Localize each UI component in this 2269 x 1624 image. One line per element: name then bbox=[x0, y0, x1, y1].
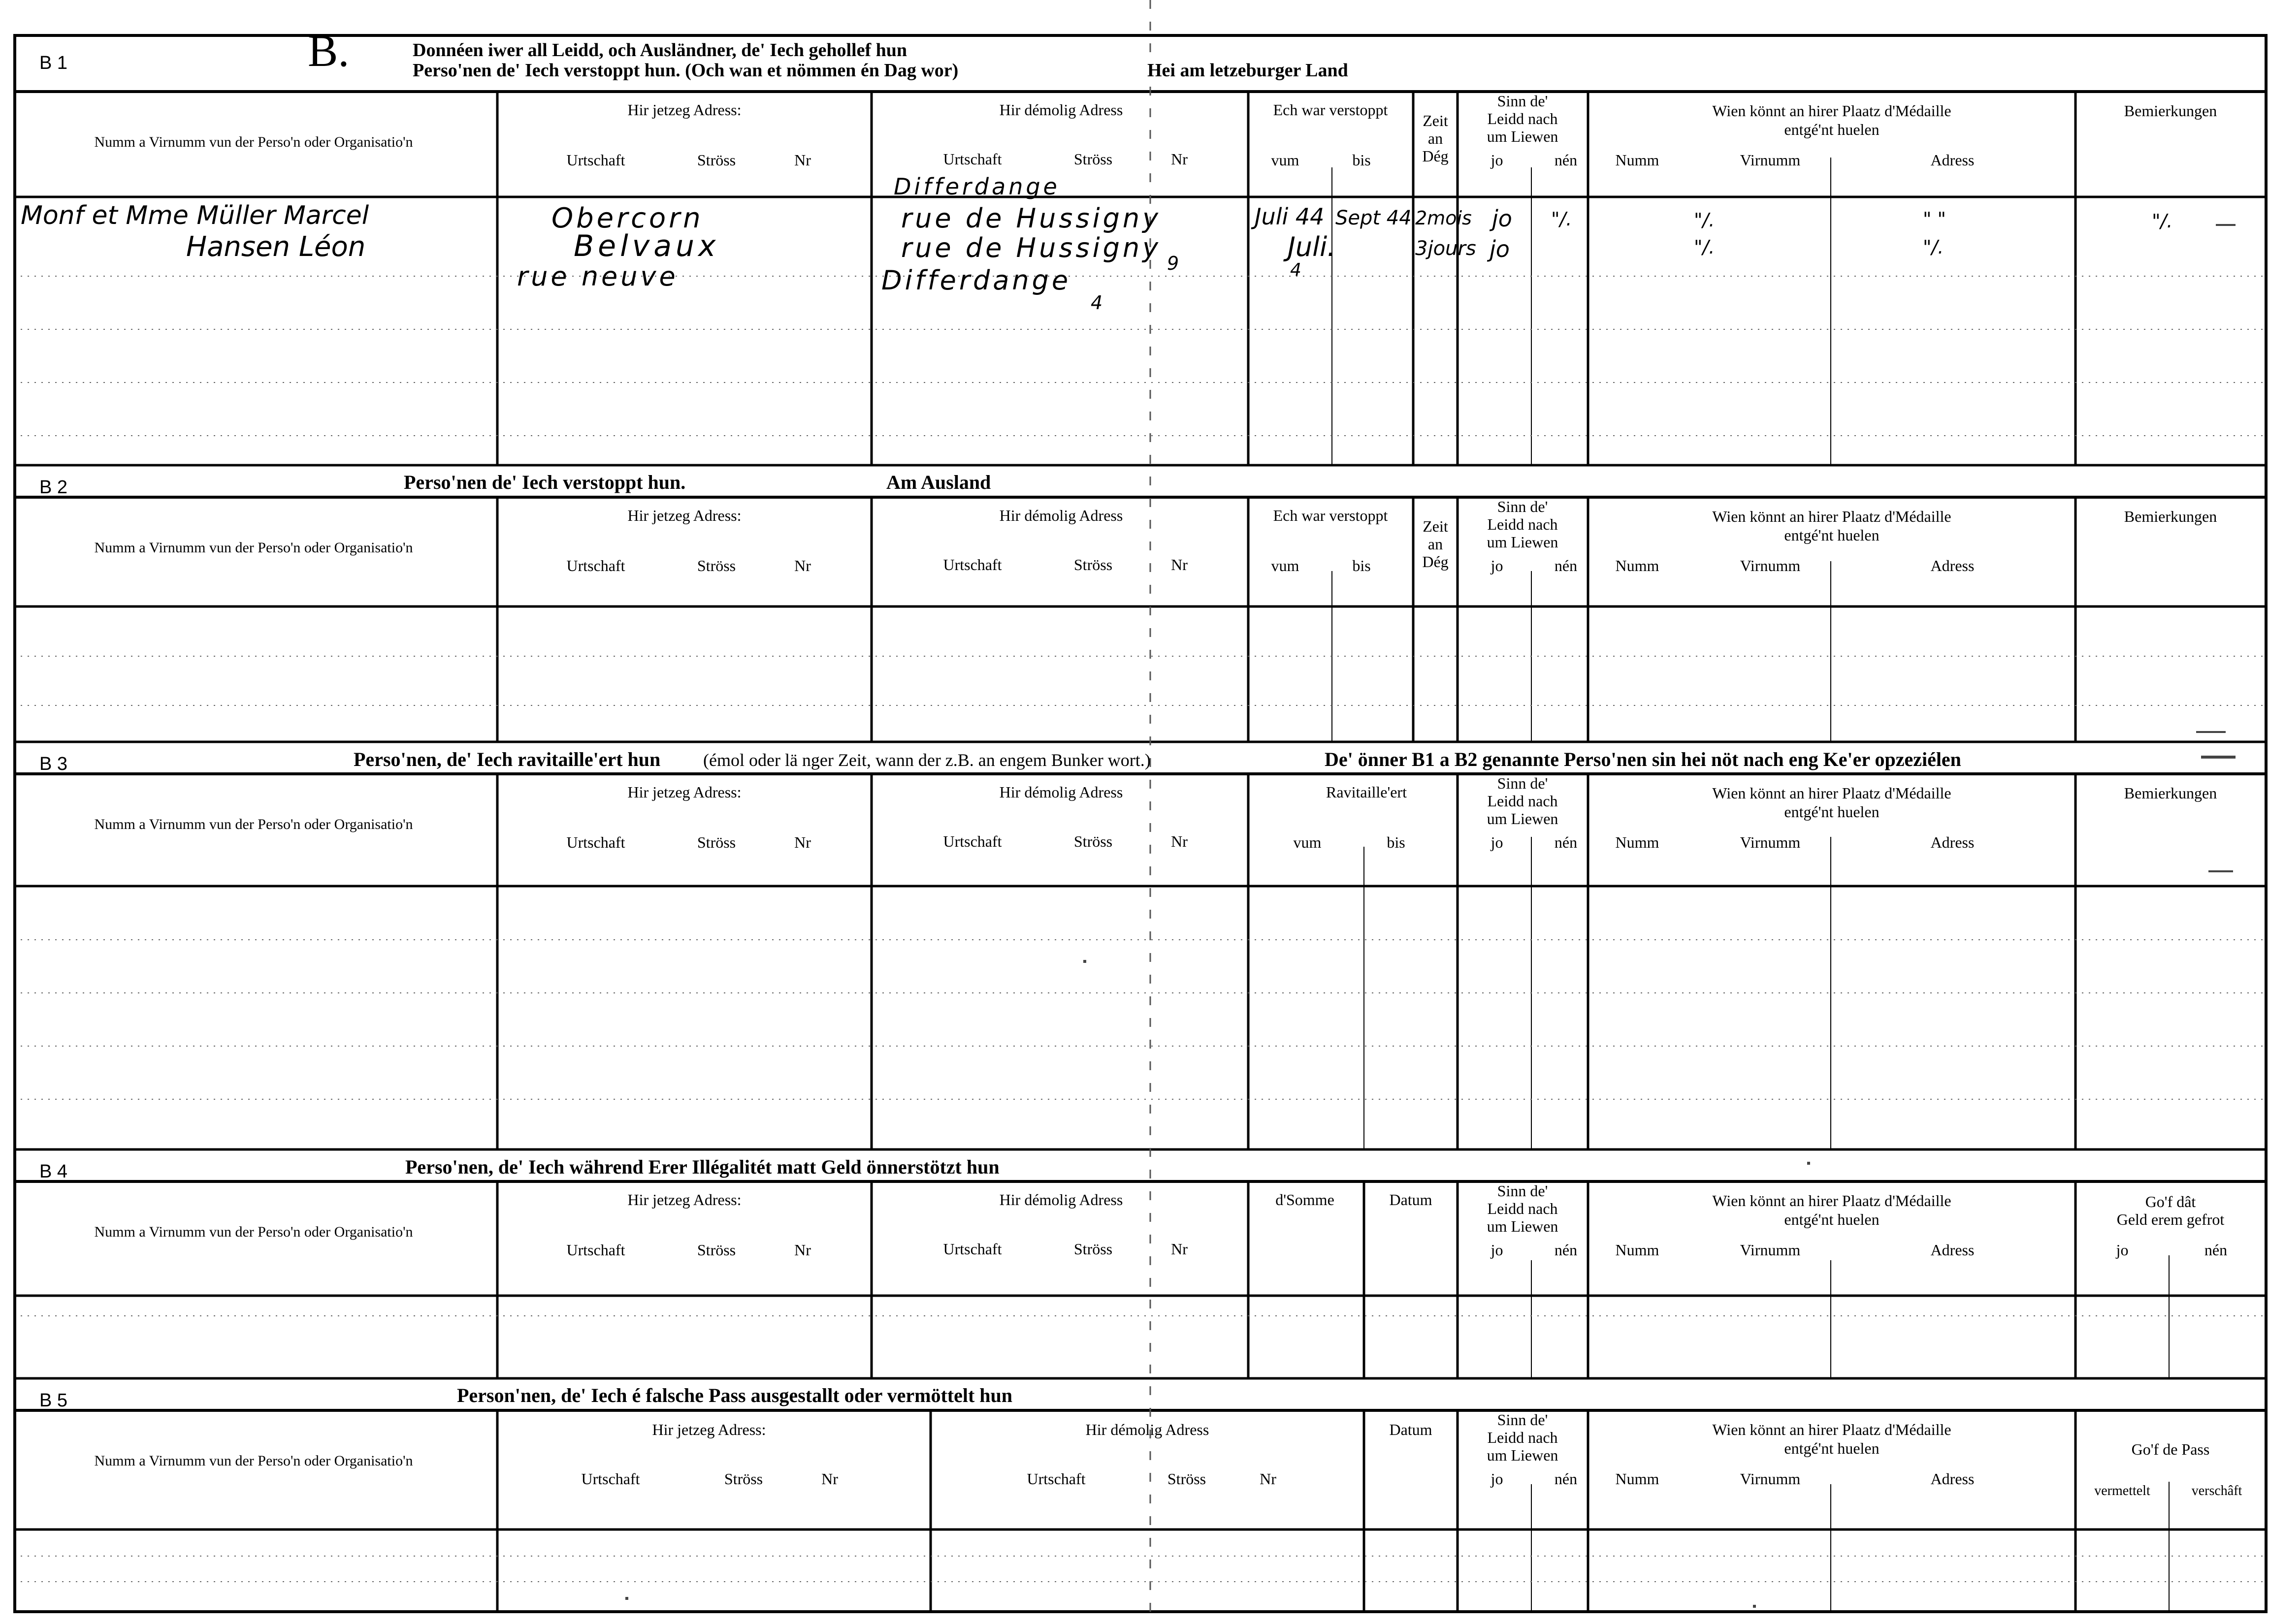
col-label-urtschaft: Urtschaft bbox=[566, 557, 625, 574]
col-label-zeit3: Dég bbox=[1422, 553, 1449, 571]
col-label-datum: Datum bbox=[1389, 1191, 1432, 1209]
col-label-vum: vum bbox=[1293, 833, 1322, 851]
col-label-nen: nén bbox=[2204, 1241, 2228, 1259]
col-label-urtschaft: Urtschaft bbox=[566, 833, 625, 851]
col-label-sinn1: Sinn de' bbox=[1497, 498, 1548, 515]
entry-remarks-ditto-row1: "/. bbox=[2152, 210, 2173, 232]
col-label-nr: Nr bbox=[794, 833, 811, 851]
col-label-sinn3: um Liewen bbox=[1487, 810, 1558, 828]
col-label-urtschaft: Urtschaft bbox=[566, 1241, 625, 1259]
col-label-stross: Ströss bbox=[1073, 832, 1113, 850]
entry-days-row2: 3jours bbox=[1415, 237, 1476, 260]
col-label-adress: Adress bbox=[1930, 151, 1975, 169]
col-label-name-col: Numm a Virnumm vun der Perso'n oder Organisatio'n bbox=[94, 816, 413, 832]
entry-medal-name-ditto-row2: "/. bbox=[1694, 236, 1715, 258]
col-label-numm: Numm bbox=[1615, 151, 1659, 169]
entry-medal-address-ditto-row2: "/. bbox=[1923, 236, 1944, 258]
col-label-vum: vum bbox=[1271, 557, 1299, 574]
col-label-nen: nén bbox=[1554, 557, 1578, 574]
col-label-nr: Nr bbox=[1260, 1470, 1276, 1488]
col-label-sinn2: Leidd nach bbox=[1487, 1200, 1558, 1217]
col-label-urtschaft: Urtschaft bbox=[581, 1470, 640, 1488]
col-label-name-col: Numm a Virnumm vun der Perso'n oder Organisatio'n bbox=[94, 1453, 413, 1469]
b2-heading: Perso'nen de' Iech verstoppt hun. bbox=[404, 471, 686, 493]
b5-heading: Person'nen, de' Iech é falsche Pass ausgestallt oder vermöttelt hun bbox=[457, 1384, 1013, 1406]
col-label-nr: Nr bbox=[794, 151, 811, 169]
col-label-virnumm: Virnumm bbox=[1740, 1241, 1801, 1259]
col-label-virnumm: Virnumm bbox=[1740, 1470, 1801, 1488]
col-label-pass: Go'f de Pass bbox=[2131, 1440, 2210, 1458]
col-label-wien2: entgé'nt huelen bbox=[1784, 803, 1880, 821]
col-label-wien1: Wien könnt an hirer Plaatz d'Médaille bbox=[1712, 784, 1951, 802]
section-code-b2: B 2 bbox=[39, 477, 68, 498]
entry-previous-place-row3: Differdange bbox=[881, 265, 1071, 296]
b2-heading-right: Am Ausland bbox=[886, 471, 991, 493]
col-label-urtschaft: Urtschaft bbox=[943, 832, 1002, 850]
b3-heading: Perso'nen, de' Iech ravitaille'ert hun bbox=[354, 748, 661, 770]
entry-current-place-row1: Obercorn bbox=[551, 202, 704, 234]
col-label-jo: jo bbox=[1491, 833, 1503, 851]
col-label-sinn2: Leidd nach bbox=[1487, 792, 1558, 810]
col-label-jo: jo bbox=[2116, 1241, 2129, 1259]
entry-current-street-row3: rue neuve bbox=[517, 261, 679, 292]
col-label-nr: Nr bbox=[1171, 556, 1188, 573]
entry-previous-number-row3: 4 bbox=[1091, 292, 1103, 314]
col-label-verschaft: verschâft bbox=[2191, 1483, 2242, 1498]
col-label-stross: Ströss bbox=[1073, 556, 1113, 573]
col-label-wien2: entgé'nt huelen bbox=[1784, 526, 1880, 544]
col-label-wien1: Wien könnt an hirer Plaatz d'Médaille bbox=[1712, 1421, 1951, 1438]
col-label-sinn1: Sinn de' bbox=[1497, 774, 1548, 792]
entry-medal-name-ditto-row1: "/. bbox=[1694, 209, 1715, 231]
entry-hidden-from-row1: Juli 44 bbox=[1255, 203, 1325, 230]
col-label-sinn1: Sinn de' bbox=[1497, 1182, 1548, 1200]
form-letter: B. bbox=[308, 26, 350, 76]
col-label-numm: Numm bbox=[1615, 557, 1659, 574]
col-label-sinn2: Leidd nach bbox=[1487, 110, 1558, 127]
col-label-jo: jo bbox=[1491, 1241, 1503, 1259]
col-label-wien2: entgé'nt huelen bbox=[1784, 121, 1880, 138]
col-label-numm: Numm bbox=[1615, 1241, 1659, 1259]
col-label-virnumm: Virnumm bbox=[1740, 833, 1801, 851]
col-label-wien1: Wien könnt an hirer Plaatz d'Médaille bbox=[1712, 1192, 1951, 1210]
col-label-sinn3: um Liewen bbox=[1487, 533, 1558, 551]
col-label-adress: Adress bbox=[1930, 833, 1975, 851]
b1-heading-right: Hei am letzeburger Land bbox=[1147, 60, 1348, 81]
col-label-somme: d'Somme bbox=[1275, 1191, 1334, 1209]
entry-name-row1: Monf et Mme Müller Marcel bbox=[21, 201, 369, 230]
col-label-sinn1: Sinn de' bbox=[1497, 1411, 1548, 1429]
col-label-name-col: Numm a Virnumm vun der Perso'n oder Organisatio'n bbox=[94, 134, 413, 150]
entry-alive-yes-row1: jo bbox=[1492, 205, 1512, 232]
col-label-remarks: Bemierkungen bbox=[2124, 102, 2217, 120]
entry-medal-address-ditto-row1: " " bbox=[1923, 208, 1946, 230]
col-label-name-col: Numm a Virnumm vun der Perso'n oder Organisatio'n bbox=[94, 540, 413, 556]
col-label-nr: Nr bbox=[794, 557, 811, 574]
col-label-zeit1: Zeit bbox=[1423, 517, 1448, 535]
col-label-stross: Ströss bbox=[724, 1470, 763, 1488]
col-label-wien1: Wien könnt an hirer Plaatz d'Médaille bbox=[1712, 102, 1951, 120]
col-label-wien2: entgé'nt huelen bbox=[1784, 1210, 1880, 1228]
section-code-b3: B 3 bbox=[39, 754, 68, 774]
col-label-zeit1: Zeit bbox=[1423, 112, 1448, 129]
col-label-adress: Adress bbox=[1930, 1241, 1975, 1259]
col-label-virnumm: Virnumm bbox=[1740, 151, 1801, 169]
col-label-jo: jo bbox=[1491, 151, 1503, 169]
col-label-jo: jo bbox=[1491, 1470, 1503, 1488]
col-label-virnumm: Virnumm bbox=[1740, 557, 1801, 574]
col-label-prev-addr: Hir démolig Adress bbox=[1085, 1421, 1209, 1438]
col-label-zeit2: an bbox=[1427, 129, 1443, 147]
entry-name-row2: Hansen Léon bbox=[186, 231, 366, 263]
col-label-stross: Ströss bbox=[697, 1241, 736, 1259]
col-label-nr: Nr bbox=[794, 1241, 811, 1259]
col-label-vermettelt: vermettelt bbox=[2094, 1483, 2150, 1498]
col-label-stross: Ströss bbox=[1073, 150, 1113, 168]
col-label-stross: Ströss bbox=[697, 833, 736, 851]
section-code-b4: B 4 bbox=[39, 1161, 68, 1182]
col-label-sinn1: Sinn de' bbox=[1497, 92, 1548, 110]
col-label-wien1: Wien könnt an hirer Plaatz d'Médaille bbox=[1712, 508, 1951, 525]
col-label-name-col: Numm a Virnumm vun der Perso'n oder Organisatio'n bbox=[94, 1224, 413, 1240]
col-label-prev-addr: Hir démolig Adress bbox=[999, 783, 1123, 801]
col-label-geld1: Go'f dât bbox=[2145, 1193, 2196, 1210]
col-label-zeit3: Dég bbox=[1422, 147, 1449, 165]
col-label-ravit: Ravitaille'ert bbox=[1326, 783, 1407, 801]
entry-previous-street-row2: rue de Hussigny bbox=[901, 232, 1162, 263]
col-label-datum: Datum bbox=[1389, 1421, 1432, 1438]
col-label-urtschaft: Urtschaft bbox=[943, 150, 1002, 168]
section-code-b5: B 5 bbox=[39, 1390, 68, 1411]
col-label-remarks: Bemierkungen bbox=[2124, 784, 2217, 802]
col-label-sinn2: Leidd nach bbox=[1487, 1429, 1558, 1446]
col-label-vum: vum bbox=[1271, 151, 1299, 169]
col-label-stross: Ströss bbox=[1073, 1240, 1113, 1258]
col-label-curr-addr: Hir jetzeg Adress: bbox=[652, 1421, 766, 1438]
b4-heading: Perso'nen, de' Iech während Erer Illégalitét matt Geld önnerstötzt hun bbox=[405, 1156, 1000, 1178]
col-label-urtschaft: Urtschaft bbox=[943, 1240, 1002, 1258]
entry-days-row1: 2mois bbox=[1415, 207, 1472, 229]
col-label-sinn3: um Liewen bbox=[1487, 127, 1558, 145]
col-label-nr: Nr bbox=[1171, 1240, 1188, 1258]
col-label-geld2: Geld erem gefrot bbox=[2116, 1210, 2225, 1228]
col-label-adress: Adress bbox=[1930, 557, 1975, 574]
col-label-curr-addr: Hir jetzeg Adress: bbox=[627, 783, 742, 801]
section-code-b1: B 1 bbox=[39, 53, 68, 73]
col-label-wien2: entgé'nt huelen bbox=[1784, 1439, 1880, 1457]
col-label-curr-addr: Hir jetzeg Adress: bbox=[627, 101, 742, 119]
b3-heading-note: (émol oder lä nger Zeit, wann der z.B. an engem Bunker wort.) bbox=[703, 750, 1151, 770]
col-label-bis: bis bbox=[1352, 151, 1371, 169]
col-label-urtschaft: Urtschaft bbox=[1027, 1470, 1086, 1488]
col-label-curr-addr: Hir jetzeg Adress: bbox=[627, 1191, 742, 1209]
col-label-numm: Numm bbox=[1615, 833, 1659, 851]
b3-heading-right: De' önner B1 a B2 genannte Perso'nen sin hei nöt nach eng Ke'er opzeziélen bbox=[1325, 748, 1961, 770]
entry-alive-yes-row2: jo bbox=[1490, 236, 1510, 262]
col-label-bis: bis bbox=[1387, 833, 1405, 851]
col-label-nen: nén bbox=[1554, 1470, 1578, 1488]
entry-hidden-from-num-row2: 4 bbox=[1290, 260, 1301, 280]
entry-hidden-to-row1: Sept 44 bbox=[1335, 207, 1412, 229]
entry-previous-place-top: Differdange bbox=[894, 173, 1060, 200]
col-label-hidden: Ech war verstoppt bbox=[1273, 507, 1388, 524]
col-label-prev-addr: Hir démolig Adress bbox=[999, 1191, 1123, 1209]
col-label-sinn3: um Liewen bbox=[1487, 1217, 1558, 1235]
col-label-stross: Ströss bbox=[697, 151, 736, 169]
col-label-sinn2: Leidd nach bbox=[1487, 515, 1558, 533]
col-label-remarks: Bemierkungen bbox=[2124, 508, 2217, 525]
col-label-nen: nén bbox=[1554, 833, 1578, 851]
col-label-numm: Numm bbox=[1615, 1470, 1659, 1488]
entry-previous-street-row1: rue de Hussigny bbox=[901, 203, 1162, 234]
entry-current-place-row2: Belvaux bbox=[574, 229, 720, 263]
entry-previous-number-row2: 9 bbox=[1167, 253, 1179, 274]
col-label-zeit2: an bbox=[1427, 535, 1443, 553]
col-label-adress: Adress bbox=[1930, 1470, 1975, 1488]
entry-alive-no-ditto: "/. bbox=[1551, 208, 1572, 230]
col-label-jo: jo bbox=[1491, 557, 1503, 574]
col-label-nr: Nr bbox=[821, 1470, 838, 1488]
b1-heading-line2: Perso'nen de' Iech verstoppt hun. (Och wan et nömmen én Dag wor) bbox=[413, 60, 959, 81]
col-label-nr: Nr bbox=[1171, 150, 1188, 168]
col-label-prev-addr: Hir démolig Adress bbox=[999, 507, 1123, 524]
col-label-hidden: Ech war verstoppt bbox=[1273, 101, 1388, 119]
col-label-nen: nén bbox=[1554, 151, 1578, 169]
col-label-nen: nén bbox=[1554, 1241, 1578, 1259]
col-label-stross: Ströss bbox=[697, 557, 736, 574]
entry-hidden-from-row2: Juli. bbox=[1288, 231, 1336, 262]
col-label-curr-addr: Hir jetzeg Adress: bbox=[627, 507, 742, 524]
col-label-nr: Nr bbox=[1171, 832, 1188, 850]
col-label-stross: Ströss bbox=[1167, 1470, 1206, 1488]
col-label-urtschaft: Urtschaft bbox=[943, 556, 1002, 573]
col-label-prev-addr: Hir démolig Adress bbox=[999, 101, 1123, 119]
col-label-sinn3: um Liewen bbox=[1487, 1446, 1558, 1464]
col-label-urtschaft: Urtschaft bbox=[566, 151, 625, 169]
b1-heading-line1: Donnéen iwer all Leidd, och Ausländner, de' Iech gehollef hun bbox=[413, 40, 907, 61]
col-label-bis: bis bbox=[1352, 557, 1371, 574]
